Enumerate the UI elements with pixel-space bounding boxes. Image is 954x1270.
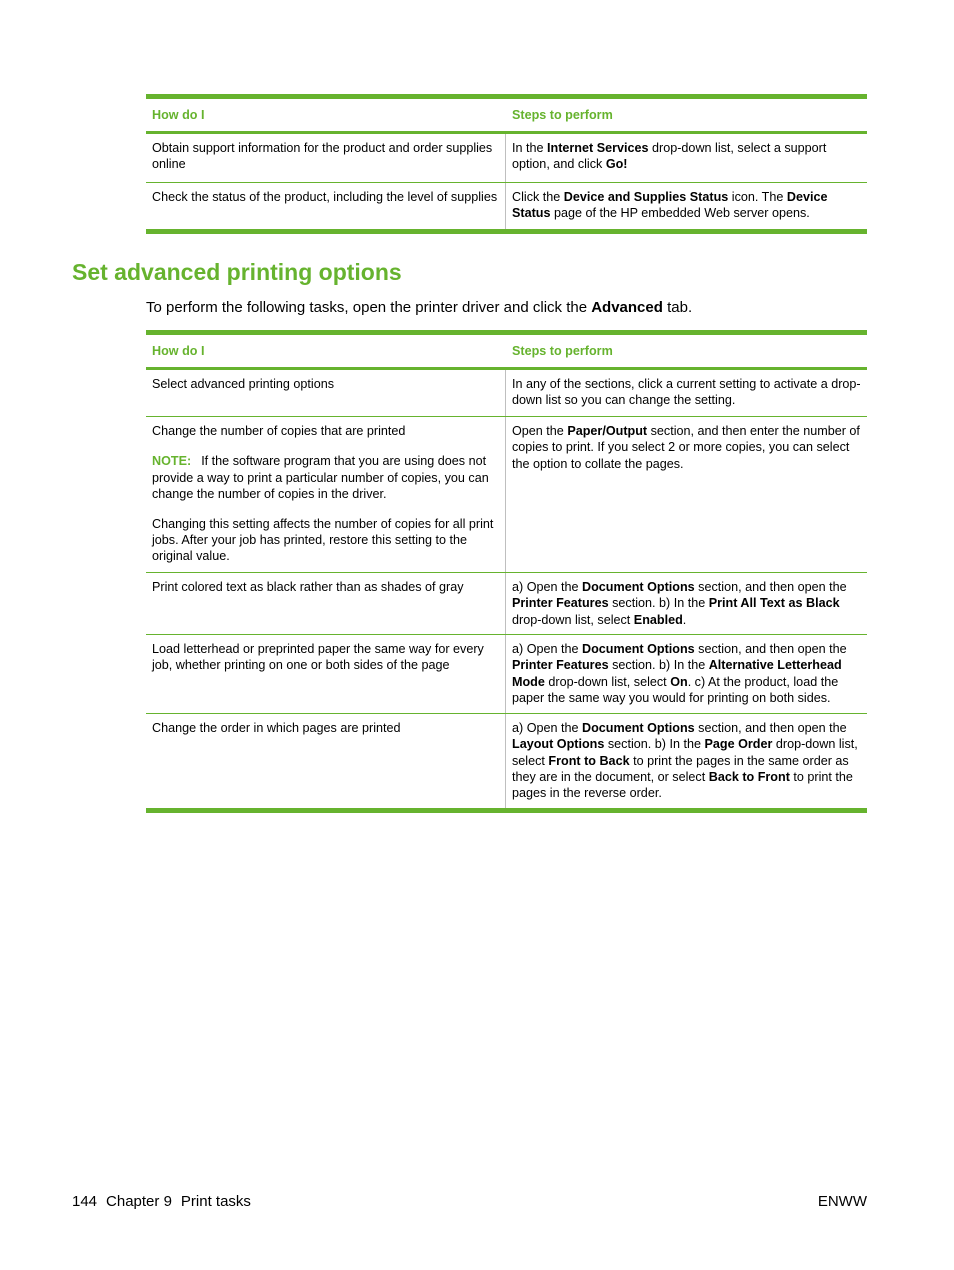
table-row [146, 368, 867, 416]
chapter-label: Chapter 9 [106, 1193, 172, 1210]
bold-term: Back to Front [708, 769, 790, 784]
intro-paragraph [146, 299, 692, 316]
how-cell: Select advanced printing options [146, 370, 506, 416]
bold-term: Print All Text as Black [708, 596, 840, 611]
text-segment: drop-down list, select [512, 612, 634, 627]
bold-term: Device and Supplies Status [563, 190, 729, 205]
how-text: Change the number of copies that are printed [152, 424, 406, 439]
page-number: 144 [72, 1193, 98, 1210]
note [152, 453, 499, 502]
steps-bold: Paper/Output [567, 424, 648, 439]
steps-cell [506, 183, 867, 229]
chapter-title: Print tasks [180, 1193, 251, 1210]
page-footer-right: ENWW [817, 1193, 867, 1210]
how-cell [146, 417, 506, 572]
steps-cell [506, 573, 867, 634]
table-row [146, 416, 867, 572]
text-segment: Click the [512, 190, 564, 205]
bold-term: Document Options [582, 642, 695, 657]
intro-bold: Advanced [591, 299, 663, 316]
text-segment: section. b) In the [604, 737, 705, 752]
text-segment: In the [512, 141, 548, 156]
top-table [146, 94, 867, 234]
text-segment: section, and then open the [694, 721, 847, 736]
how-cell: Print colored text as black rather than as shades of gray [146, 573, 506, 634]
note-text: If the software program that you are using does not provide a way to print a particular number of copies, you can change the number of copies in the driver. [152, 454, 489, 501]
steps-cell: In any of the sections, click a current setting to activate a drop-down list so you can change the setting. [512, 377, 861, 408]
text-segment: section, and then open the [694, 580, 847, 595]
text-segment: to print the pages in the same order as they are in the document, or select [512, 753, 849, 784]
bold-term: Page Order [704, 737, 773, 752]
page-footer-left [72, 1193, 260, 1210]
text-segment: page of the HP embedded Web server opens. [550, 206, 810, 221]
bold-term: Layout Options [512, 737, 605, 752]
steps-text-tail: section, and then enter the number of copies to print. If you select 2 or more copies, you can select the option to collate the pages. [512, 424, 860, 471]
bold-term: Document Options [582, 721, 695, 736]
table-header-row [146, 99, 867, 132]
bold-term: Alternative Letterhead Mode [512, 658, 842, 689]
steps-cell [506, 714, 867, 808]
text-segment: a) Open the [512, 721, 583, 736]
header-how-do-i: How do I [152, 108, 205, 122]
steps-text: Open the [512, 424, 568, 439]
bold-term: On [670, 674, 688, 689]
table-row [146, 132, 867, 182]
text-segment: . c) At the product, load the paper the same way you would for printing on both sides. [512, 674, 839, 705]
text-segment: a) Open the [512, 580, 583, 595]
intro-text: To perform the following tasks, open the printer driver and click the [146, 299, 592, 316]
intro-tail: tab. [662, 299, 693, 316]
bold-term: Internet Services [547, 141, 649, 156]
text-segment: section. b) In the [608, 658, 709, 673]
bold-term: Device Status [512, 190, 828, 221]
text-segment: section, and then open the [694, 642, 847, 657]
text-segment: a) Open the [512, 642, 583, 657]
text-segment: section. b) In the [608, 596, 709, 611]
bold-term: Document Options [582, 580, 695, 595]
how-cell: Load letterhead or preprinted paper the same way for every job, whether printing on one or both sides of the page [146, 635, 506, 713]
how-cell: Change the order in which pages are printed [146, 714, 506, 808]
text-segment: icon. The [728, 190, 787, 205]
note-extra: Changing this setting affects the number of copies for all print jobs. After your job has printed, restore this setting to the original value. [152, 517, 494, 564]
how-cell: Obtain support information for the product and order supplies online [146, 134, 506, 182]
text-segment: . [682, 612, 687, 627]
bold-term: Printer Features [512, 596, 609, 611]
section-title: Set advanced printing options [72, 259, 402, 285]
note-label: NOTE: [152, 454, 192, 469]
steps-cell [506, 417, 867, 572]
header-steps: Steps to perform [512, 344, 613, 358]
advanced-options-table [146, 330, 867, 813]
table-row [146, 572, 867, 634]
table-row [146, 713, 867, 808]
bold-term: Front to Back [548, 753, 630, 768]
how-cell: Check the status of the product, including the level of supplies [146, 183, 506, 229]
text-segment: drop-down list, select [512, 737, 858, 768]
table-row [146, 182, 867, 229]
text-segment: drop-down list, select a support option, and click [512, 141, 827, 172]
bold-term: Printer Features [512, 658, 609, 673]
header-how-do-i: How do I [152, 344, 205, 358]
text-segment: drop-down list, select [544, 674, 671, 689]
table-header-row [146, 335, 867, 368]
steps-cell [506, 134, 867, 182]
bold-term: Enabled [633, 612, 683, 627]
text-segment: to print the pages in the reverse order. [512, 769, 853, 801]
bold-term: Go! [605, 157, 628, 172]
table-row [146, 634, 867, 713]
header-steps: Steps to perform [512, 108, 613, 122]
steps-cell [506, 635, 867, 713]
